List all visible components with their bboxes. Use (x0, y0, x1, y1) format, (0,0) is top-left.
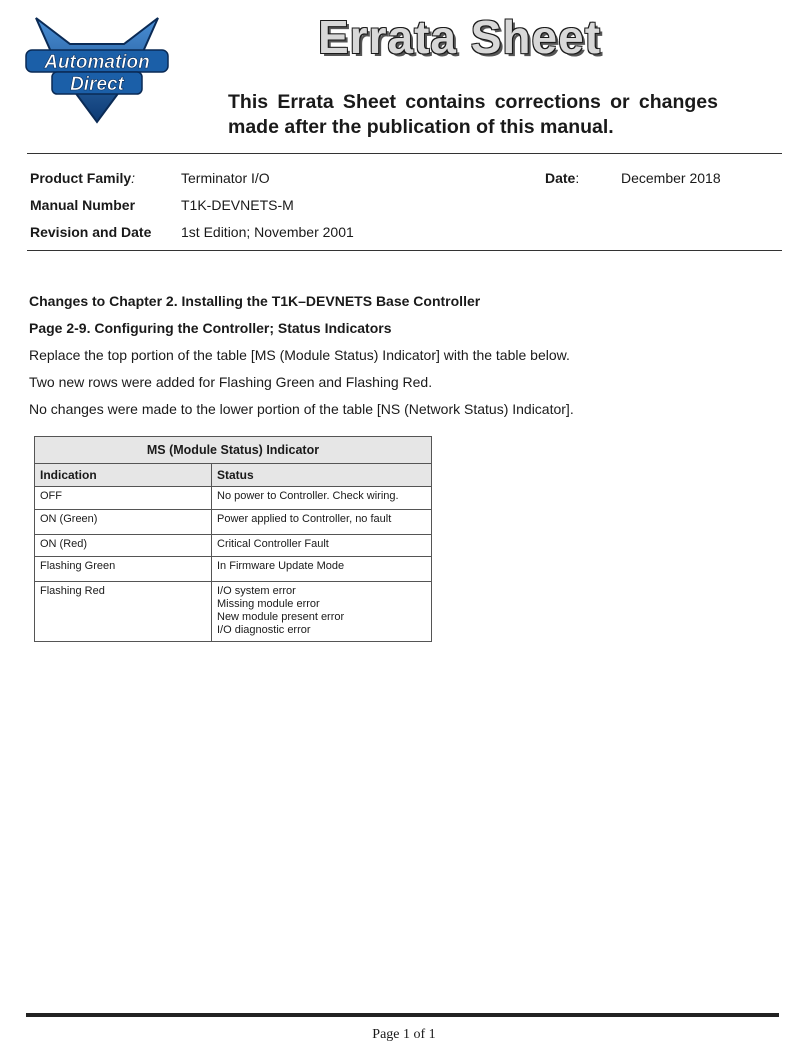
product-family-value: Terminator I/O (181, 170, 270, 186)
status-line: I/O diagnostic error (217, 624, 311, 636)
meta-divider (27, 250, 782, 251)
indication-cell: Flashing Red (35, 582, 212, 642)
status-line: I/O system error (217, 585, 296, 597)
table-row (35, 557, 432, 582)
table-row (35, 535, 432, 557)
indication-cell: ON (Red) (35, 535, 212, 557)
logo-text-direct: Direct (70, 74, 124, 95)
table-row (35, 487, 432, 510)
date-label: Date: (545, 170, 580, 186)
status-cell: No power to Controller. Check wiring. (212, 487, 432, 510)
module-status-table (34, 436, 432, 642)
page-title: Errata Sheet (318, 11, 602, 63)
manual-number-label: Manual Number (30, 197, 136, 213)
new-rows-paragraph: Two new rows were added for Flashing Green and Flashing Red. (29, 374, 433, 390)
column-header-indication: Indication (35, 464, 212, 487)
intro-text: This Errata Sheet contains corrections or changes made after the publication of this manual. (228, 91, 718, 138)
logo-text-automation: Automation (44, 52, 150, 73)
status-line: Missing module error (217, 598, 320, 610)
status-cell: In Firmware Update Mode (212, 557, 432, 582)
date-value: December 2018 (621, 170, 721, 186)
column-header-status: Status (212, 464, 432, 487)
table-caption: MS (Module Status) Indicator (35, 437, 432, 464)
no-changes-paragraph: No changes were made to the lower portion of the table [NS (Network Status) Indicator]. (29, 401, 574, 417)
page-heading: Page 2-9. Configuring the Controller; Status Indicators (29, 320, 392, 336)
indication-cell: ON (Green) (35, 510, 212, 535)
table-row (35, 582, 432, 642)
manual-number-value: T1K-DEVNETS-M (181, 197, 294, 213)
indication-cell: Flashing Green (35, 557, 212, 582)
status-cell: Critical Controller Fault (212, 535, 432, 557)
product-family-label: Product Family: (30, 170, 136, 186)
automation-direct-logo (22, 14, 172, 126)
top-divider (27, 153, 782, 154)
status-line: New module present error (217, 611, 345, 623)
chapter-heading: Changes to Chapter 2. Installing the T1K–DEVNETS Base Controller (29, 293, 481, 309)
footer-divider (26, 1013, 779, 1017)
status-cell: Power applied to Controller, no fault (212, 510, 432, 535)
table-row (35, 510, 432, 535)
indication-cell: OFF (35, 487, 212, 510)
status-cell (212, 582, 432, 642)
instruction-paragraph: Replace the top portion of the table [MS (Module Status) Indicator] with the table below. (29, 347, 570, 363)
page-number: Page 1 of 1 (372, 1027, 436, 1042)
revision-value: 1st Edition; November 2001 (181, 224, 354, 240)
revision-label: Revision and Date (30, 224, 152, 240)
